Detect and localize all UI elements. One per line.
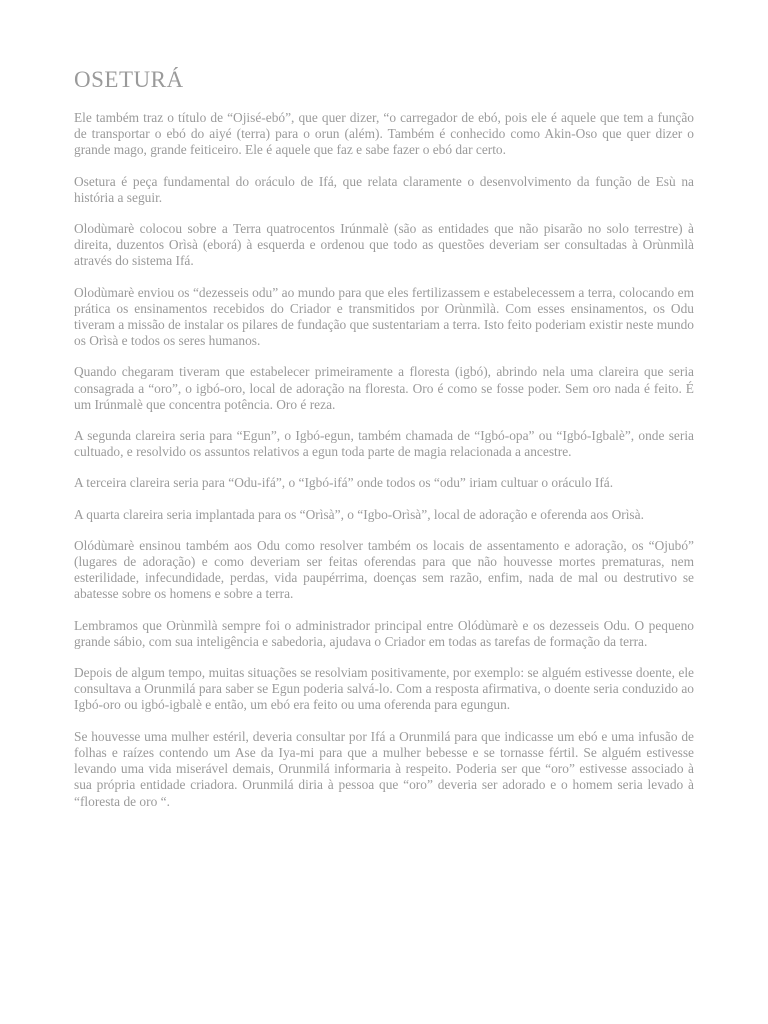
paragraph-2: Osetura é peça fundamental do oráculo de Ifá, que relata claramente o desenvolvimento da função de Esù na história a seguir.: [74, 173, 694, 205]
paragraph-8: A quarta clareira seria implantada para os “Orìsà”, o “Igbo-Orìsà”, local de adoração e oferenda aos Orìsà.: [74, 506, 644, 522]
paragraph-1: Ele também traz o título de “Ojisé-ebó”, que quer dizer, “o carregador de ebó, pois ele é aquele que tem a função de transportar o ebó do aiyé (terra) para o orun (além). Também é conhecido como Akin-Oso que quer dizer o grande mago, grande feiticeiro. Ele é aquele que faz e sabe fazer o ebó dar certo.: [74, 110, 694, 158]
paragraph-12: Se houvesse uma mulher estéril, deveria consultar por Ifá a Orunmilá para que indicasse um ebó e uma infusão de folhas e raízes contendo um Ase da Iya-mi para que a mulher bebesse e se tornasse fértil. Se alguém estivesse levando uma vida miserável demais, Orunmilá informaria à respeito. Poderia ser que “oro” estivesse associado à sua própria entidade criadora. Orunmilá diria à pessoa que “oro” deveria ser adorado e o homem seria levado à “floresta de oro “.: [74, 728, 694, 809]
document-title: OSETURÁ: [74, 67, 184, 92]
paragraph-3: Olodùmarè colocou sobre a Terra quatrocentos Irúnmalè (são as entidades que não pisarão no solo terrestre) à direita, duzentos Orìsà (eborá) à esquerda e ordenou que todo as questões deveriam ser consultadas à Orùnmìlà através do sistema Ifá.: [74, 221, 694, 269]
paragraph-11: Depois de algum tempo, muitas situações se resolviam positivamente, por exemplo: se alguém estivesse doente, ele consultava a Orunmilá para saber se Egun poderia salvá-lo. Com a resposta afirmativa, o doente seria conduzido ao Igbó-oro ou igbó-igbalè e então, um ebó era feito ou uma oferenda para egungun.: [74, 665, 694, 713]
paragraph-5: Quando chegaram tiveram que estabelecer primeiramente a floresta (igbó), abrindo nela uma clareira que seria consagrada a “oro”, o igbó-oro, local de adoração na floresta. Oro é como se fosse poder. Sem oro nada é feito. É um Irúnmalè que concentra potência. Oro é reza.: [74, 364, 694, 412]
paragraph-7: A terceira clareira seria para “Odu-ifá”, o “Igbó-ifá” onde todos os “odu” iriam cultuar o oráculo Ifá.: [74, 475, 614, 491]
paragraph-4: Olodùmarè enviou os “dezesseis odu” ao mundo para que eles fertilizassem e estabelecessem a terra, colocando em prática os ensinamentos recebidos do Criador e transmitidos por Orùnmìlà. Com esses ensinamentos, os Odu tiveram a missão de instalar os pilares de fundação que sustentariam a terra. Isto feito poderiam existir neste mundo os Orìsà e todos os seres humanos.: [74, 284, 694, 349]
paragraph-9: Olódùmarè ensinou também aos Odu como resolver também os locais de assentamento e adoração, os “Ojubó” (lugares de adoração) e como deveriam ser feitas oferendas para que não houvesse mortes prematuras, nem esterilidade, infecundidade, perdas, vida paupérrima, doenças sem razão, enfim, nada de mal ou destrutivo se abatesse sobre os homens e sobre a terra.: [74, 537, 694, 602]
paragraph-10: Lembramos que Orùnmìlà sempre foi o administrador principal entre Olódùmarè e os dezesseis Odu. O pequeno grande sábio, com sua inteligência e sabedoria, ajudava o Criador em todas as tarefas de formação da terra.: [74, 617, 694, 649]
paragraph-6: A segunda clareira seria para “Egun”, o Igbó-egun, também chamada de “Igbó-opa” ou “Igbó-Igbalè”, onde seria cultuado, e resolvido os assuntos relativos a egun toda parte de magia relacionada a ancestre.: [74, 428, 694, 460]
document-page: [74, 62, 694, 825]
